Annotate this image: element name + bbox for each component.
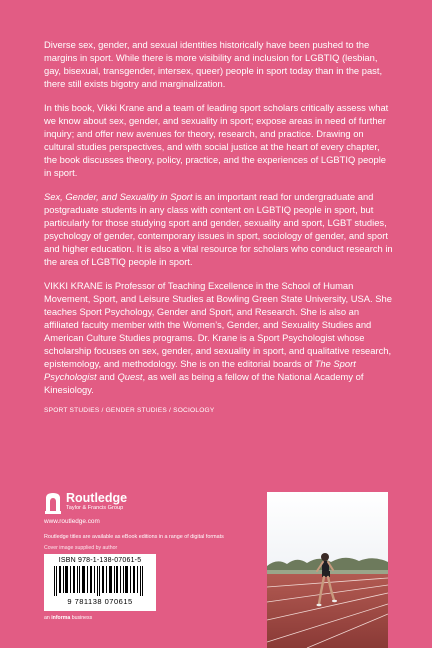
publisher-block: [44, 492, 254, 621]
runner-on-track-photo: [267, 492, 388, 648]
barcode: [44, 554, 156, 611]
book-summary-paragraph: [44, 101, 394, 179]
barcode-number: 9 781138 070615: [67, 597, 133, 606]
publisher-name: Routledge: [66, 491, 128, 505]
isbn-label: ISBN 978-1-138-07061-5: [58, 557, 142, 564]
audience-text: is an important read for undergraduate and postgraduate students in any class with content on LGBTIQ people in sport, but particularly for those studying sport and gender, sexuality and sport, LGBT studies, psychology of gender, contemporary issues in sport, sociology of gender, and sport and higher education. It is also a vital resource for scholars who conduct research in the area of LGBTIQ people in sport.: [44, 191, 393, 267]
back-cover-text: [44, 38, 394, 414]
journal-title: The Sport Psychologist: [44, 358, 356, 382]
informa-suffix: business: [70, 615, 93, 621]
audience-paragraph: [44, 190, 394, 268]
author-bio-paragraph: [44, 279, 394, 396]
publisher-group: Taylor & Francis Group: [66, 504, 124, 511]
cover-credit: Cover image supplied by author: [44, 545, 118, 551]
intro-paragraph: [44, 38, 394, 90]
informa-prefix: an: [44, 615, 52, 621]
intro-text: Diverse sex, gender, and sexual identities historically have been pushed to the margins in sport. While there is more visibility and inclusion for LGBTIQ (lesbian, gay, bisexual, transgender, intersex, queer) people in sport today than in the past, there still exists bigotry and marginalization.: [44, 39, 383, 89]
journal-title: Quest: [117, 371, 143, 382]
informa-business: [44, 615, 254, 621]
summary-text: In this book, Vikki Krane and a team of leading sport scholars critically assess what we know about sex, gender, and sexuality in sport; expose areas in need of further inquiry; and offer new avenues for theory, research, and practice. Drawing on cultural studies perspectives, and with social justice at the heart of every chapter, the book discusses theory, policy, practice, and the experiences of LGBTIQ people in sport.: [44, 102, 389, 178]
book-title-italic: Sex, Gender, and Sexuality in Sport: [44, 191, 193, 202]
author-bio-end: , as well as being a fellow of the National Academy of Kinesiology.: [44, 371, 364, 395]
subject-categories: SPORT STUDIES / GENDER STUDIES / SOCIOLOGY: [44, 407, 215, 414]
publisher-logo: [44, 492, 254, 514]
barcode-bars: [52, 566, 148, 596]
publisher-url[interactable]: www.routledge.com: [44, 518, 100, 525]
author-bio-text: VIKKI KRANE is Professor of Teaching Excellence in the School of Human Movement, Sport, and Leisure Studies at Bowling Green State University, USA. She teaches Sport Psychology, Gender and Sport, and Research. She is also an affiliated faculty member with the Women’s, Gender, and Sexuality Studies and American Culture Studies programs. Dr. Krane is a Sport Psychologist whose scholarship focuses on sex, gender, and sexuality in sport, and qualitative research, epistemology, and methodology. She is on the editorial boards of: [44, 280, 392, 369]
routledge-building-icon: [44, 492, 62, 514]
informa-brand: informa: [51, 615, 71, 621]
conjunction-text: and: [96, 371, 118, 382]
ebook-note: Routledge titles are available as eBook editions in a range of digital formats: [44, 534, 224, 540]
